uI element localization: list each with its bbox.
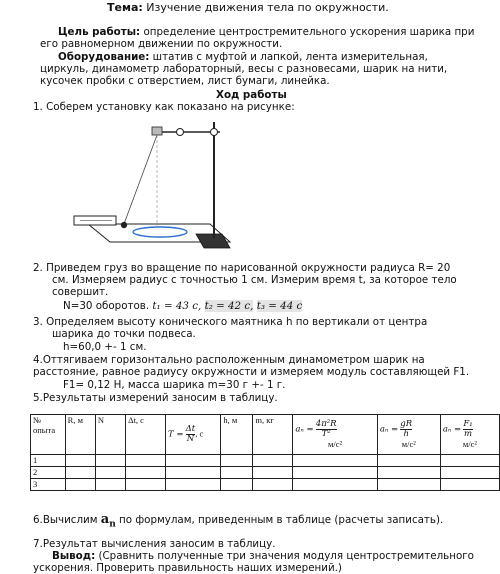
step-2-line-2: см. Измеряем радиус с точностью 1 см. Измерим время t, за которое тело (52, 274, 457, 286)
period-prefix: T = (168, 429, 184, 440)
step-3-line-1: 3. Определяем высоту конического маятника h по вертикали от центра (33, 316, 428, 328)
clamp-screw-2 (211, 129, 218, 136)
apparatus-figure (60, 116, 260, 258)
an3-fraction (463, 420, 472, 439)
cell (166, 455, 221, 467)
topic-line (107, 2, 389, 14)
step-7: 7.Результат вычисления заносим в таблицу. (33, 538, 276, 550)
equipment-text-1: штатив с муфтой и лапкой, лента измерительная, (152, 51, 428, 63)
cell (293, 467, 378, 479)
equipment-text-3: кусочек пробки с отверстием, лист бумаги, линейка. (40, 75, 330, 87)
cell (95, 455, 125, 467)
cell (377, 455, 440, 467)
an1-den: T² (321, 429, 331, 439)
cell (95, 479, 125, 491)
col-trial-label: опыта (33, 425, 56, 435)
cell (221, 479, 253, 491)
step-6-prefix: 6.Вычислим (33, 514, 98, 526)
table-row (31, 467, 500, 479)
cell (126, 479, 166, 491)
ball (121, 222, 127, 228)
an2-num: gR (400, 419, 413, 429)
row-number: 2 (31, 467, 66, 479)
cell (65, 479, 95, 491)
cell (65, 467, 95, 479)
an3-prefix: aₙ = (442, 424, 462, 435)
an3-den: m (463, 429, 472, 439)
time-2: t₂ = 42 с, (204, 300, 254, 312)
table-header-row (31, 415, 500, 455)
step-3-line-2: шарика до точки подвеса. (52, 328, 196, 340)
time-3: t₃ = 44 с (256, 300, 303, 312)
conclusion-text-1: (Сравнить полученные три значения модуля центростремительного (98, 550, 474, 562)
an-symbol (100, 512, 116, 530)
step-2-line-3: совершит. (52, 286, 109, 298)
an2-prefix: aₙ = (379, 424, 399, 435)
table-row (31, 455, 500, 467)
col-an-3 (440, 415, 499, 455)
step-2-line-1: 2. Приведем груз во вращение по нарисованной окружности радиуса R= 20 (33, 262, 451, 274)
row-number: 3 (31, 479, 66, 491)
cell (126, 455, 166, 467)
goal-text-1: определение центростремительного ускорения шарика при (143, 26, 475, 38)
cell (95, 467, 125, 479)
cell (221, 455, 253, 467)
step-6-text: по формулам, приведенным в таблице (расчеты записать). (119, 514, 444, 526)
step-6 (33, 514, 443, 531)
period-den: N (186, 434, 195, 444)
cell (377, 479, 440, 491)
col-trial (31, 415, 66, 455)
cell (440, 479, 499, 491)
cell (293, 479, 378, 491)
an-subscript: n (109, 519, 116, 530)
an1-prefix: aₙ = (295, 424, 314, 435)
equipment-text-2: циркуль, динамометр лабораторный, весы с разновесами, шарик на нити, (40, 63, 448, 75)
cell (221, 467, 253, 479)
cell (166, 479, 221, 491)
goal-label: Цель работы: (58, 26, 141, 38)
clamp-screw-1 (177, 129, 184, 136)
results-table (30, 414, 500, 491)
col-radius: R, м (65, 415, 95, 455)
cell (377, 467, 440, 479)
cell (126, 467, 166, 479)
thread (124, 135, 157, 224)
an1-num: 4π²R (315, 419, 337, 429)
period-num: Δt (185, 424, 196, 434)
step-4-line-3: F1= 0,12 Н, масса шарика m=30 г +- 1 г. (63, 379, 286, 391)
col-height: h, м (221, 415, 253, 455)
step-3-line-3: h=60,0 +- 1 см. (63, 341, 147, 353)
col-n: N (95, 415, 125, 455)
an2-unit: м/с² (401, 439, 416, 449)
topic-label: Тема: (107, 1, 143, 14)
an3-unit: м/с² (462, 439, 477, 449)
col-mass: m, кг (253, 415, 293, 455)
period-unit: , c (195, 428, 204, 439)
time-1: t₁ = 43 с, (152, 300, 202, 312)
conclusion-line-1 (52, 550, 474, 562)
cell (253, 467, 293, 479)
step-5: 5.Результаты измерений заносим в таблицу. (33, 392, 278, 404)
cork (152, 127, 162, 135)
row-number: 1 (31, 455, 66, 467)
equipment-label: Оборудование: (58, 51, 150, 63)
cell (293, 455, 378, 467)
an-letter: a (100, 512, 110, 527)
cell (65, 455, 95, 467)
an3-num: F₁ (463, 419, 473, 429)
cell (440, 455, 499, 467)
times-line (63, 300, 302, 312)
goal-line (58, 26, 474, 38)
an2-fraction (400, 420, 412, 439)
equipment-line (58, 51, 428, 63)
cell (253, 455, 293, 467)
cell (253, 479, 293, 491)
col-dt: Δt, c (126, 415, 166, 455)
an2-den: h (403, 429, 409, 439)
an1-unit: м/с² (328, 439, 343, 449)
step-4-line-1: 4.Оттягиваем горизонтально расположенным динамометром шарик на (33, 354, 425, 366)
period-fraction (186, 425, 196, 444)
col-trial-symbol: № (33, 415, 42, 425)
step-1: 1. Соберем установку как показано на рисунке: (33, 101, 295, 113)
an1-fraction (316, 420, 337, 439)
col-an-2 (377, 415, 440, 455)
cell (166, 467, 221, 479)
cell (440, 467, 499, 479)
revolutions: N=30 оборотов. (63, 300, 150, 312)
procedure-title: Ход работы (216, 89, 287, 101)
col-period (166, 415, 221, 455)
col-an-1 (293, 415, 378, 455)
topic-text: Изучение движения тела по окружности. (146, 1, 389, 14)
step-4-line-2: расстояние, равное радиусу окружности и измеряем модуль составляющей F1. (33, 366, 470, 378)
conclusion-line-2: ускорения. Проверить правильность наших измерений.) (33, 562, 342, 574)
goal-text-2: его равномерном движении по окружности. (40, 38, 283, 50)
table-row (31, 479, 500, 491)
conclusion-label: Вывод: (52, 550, 96, 562)
